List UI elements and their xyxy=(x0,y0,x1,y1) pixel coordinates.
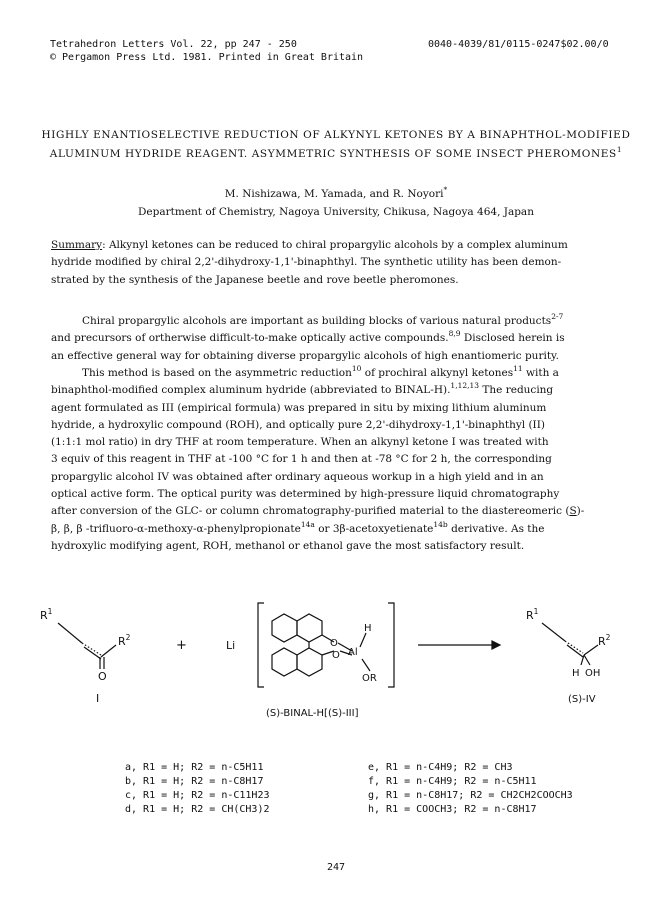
oxygen-2: O xyxy=(332,650,340,661)
substituent-list-left xyxy=(125,761,270,817)
para1-line-2: and precursors of ortherwise difficult-to-make optically active compounds. xyxy=(51,332,449,345)
substituent-g: g, R1 = n-C8H17; R2 = CH2CH2COOCH3 xyxy=(368,790,573,801)
bracket-right xyxy=(388,603,394,687)
oxygen-1: O xyxy=(330,638,338,649)
ref-8-9: 8,9 xyxy=(448,329,461,339)
paragraph-2 xyxy=(51,365,631,555)
ref-14b: 14b xyxy=(433,519,448,529)
article-code: 0040-4039/81/0115-0247$02.00/0 xyxy=(428,39,609,50)
product-oh: OH xyxy=(585,668,601,679)
substituent-a: a, R1 = H; R2 = n-C5H11 xyxy=(125,762,264,773)
product-r2: $R^2$ xyxy=(598,633,611,648)
journal-citation xyxy=(50,38,363,64)
ref-11: 11 xyxy=(513,364,523,373)
corresponding-mark: * xyxy=(443,185,448,194)
para1-line-3: an effective general way for obtaining diverse propargylic alcohols of high enantiomeric purity. xyxy=(51,349,559,362)
alkyne-bond-2 xyxy=(84,647,101,659)
alkyne-bond-1 xyxy=(82,643,101,655)
reaction-scheme xyxy=(0,585,672,735)
label-IV: (S)-IV xyxy=(568,694,596,705)
title-line-2 xyxy=(0,145,672,160)
para2-line-8: optical active form. The optical purity was determined by high-pressure liquid chromatography xyxy=(51,488,560,501)
product-bond-r1 xyxy=(542,623,565,641)
para2-line-7: propargylic alcohol IV was obtained after ordinary aqueous workup in a high yield and in an xyxy=(51,470,544,483)
substituent-b: b, R1 = H; R2 = n-C8H17 xyxy=(125,776,264,787)
para1-line-2b: Disclosed herein is xyxy=(460,332,565,345)
naphthyl-ring-1a xyxy=(272,614,297,642)
substituent-h: h, R1 = COOCH3; R2 = n-C8H17 xyxy=(368,804,537,815)
paragraph-1 xyxy=(51,313,631,365)
product-bond-oh xyxy=(584,655,590,665)
product-alkyne-1 xyxy=(565,641,583,653)
alkoxy: OR xyxy=(362,673,377,684)
page-number: 247 xyxy=(326,862,346,873)
para2-line-3: agent formulated as III (empirical formula) was prepared in situ by mixing lithium aluminum xyxy=(51,401,547,414)
author-names: M. Nishizawa, M. Yamada, and R. Noyori xyxy=(224,188,444,200)
ketone-oxygen: O xyxy=(98,670,107,683)
para2-line-1c: with a xyxy=(522,367,559,379)
bracket-left xyxy=(258,603,264,687)
para2-line-5: (1:1:1 mol ratio) in dry THF at room temperature. When an alkynyl ketone I was treated with xyxy=(51,436,549,449)
substituent-c: c, R1 = H; R2 = n-C11H23 xyxy=(125,790,270,801)
para2-line-1b: of prochiral alkynyl ketones xyxy=(361,367,514,379)
title-line-1: HIGHLY ENANTIOSELECTIVE REDUCTION OF ALKYNYL KETONES BY A BINAPHTHOL-MODIFIED xyxy=(41,129,631,141)
para2-line-10b: or 3β-acetoxyetienate xyxy=(314,522,434,535)
label-I: I xyxy=(96,692,100,705)
publisher-line: © Pergamon Press Ltd. 1981. Printed in Great Britain xyxy=(50,52,364,63)
summary xyxy=(51,237,631,289)
ref-10: 10 xyxy=(351,364,362,373)
para1-line-1: Chiral propargylic alcohols are important as building blocks of various natural products xyxy=(82,315,552,327)
para2-line-10c: derivative. As the xyxy=(447,522,545,535)
plus-sign: + xyxy=(176,638,187,653)
ketone-r2: $R^2$ xyxy=(118,633,131,648)
ref-14a: 14a xyxy=(300,519,315,529)
naphthyl-ring-2a xyxy=(272,648,297,676)
label-III: (S)-BINAL-H[(S)-III] xyxy=(266,708,359,719)
para2-line-9: after conversion of the GLC- or column chromatography-purified material to the diastereomeric ( xyxy=(51,505,570,518)
title-footnote-mark: 1 xyxy=(616,145,623,154)
substituent-list-right xyxy=(368,761,573,817)
para2-line-4: hydride, a hydroxylic compound (ROH), and optically pure 2,2'-dihydroxy-1,1'-binaphthyl (II) xyxy=(51,418,545,431)
journal-line: Tetrahedron Letters Vol. 22, pp 247 - 250 xyxy=(50,39,297,50)
ref-1-12-13: 1,12,13 xyxy=(450,381,480,391)
para2-line-2b: The reducing xyxy=(479,384,554,397)
config-s: S xyxy=(569,505,577,518)
summary-text-2: hydride modified by chiral 2,2'-dihydroxy-1,1'-binaphthyl. The synthetic utility has been demon- xyxy=(51,256,562,269)
ref-2-7: 2-7 xyxy=(551,312,564,321)
hydride: H xyxy=(364,623,372,634)
aluminum: Al xyxy=(348,647,358,658)
naphthyl-ring-1b xyxy=(297,614,322,642)
author-line xyxy=(0,185,672,200)
summary-text-3: strated by the synthesis of the Japanese beetle and rove beetle pheromones. xyxy=(51,273,459,286)
bond-al-h xyxy=(360,633,366,647)
title-line-2-text: ALUMINUM HYDRIDE REAGENT. ASYMMETRIC SYNTHESIS OF SOME INSECT PHEROMONES xyxy=(49,148,617,160)
substituent-f: f, R1 = n-C4H9; R2 = n-C5H11 xyxy=(368,776,537,787)
bond-r1-alkyne xyxy=(58,623,82,643)
para2-line-1: This method is based on the asymmetric reduction xyxy=(82,367,352,379)
affiliation: Department of Chemistry, Nagoya University, Chikusa, Nagoya 464, Japan xyxy=(138,206,534,218)
ketone-r1: $R^1$ xyxy=(40,607,53,622)
para2-line-11: hydroxylic modifying agent, ROH, methanol or ethanol gave the most satisfactory result. xyxy=(51,539,525,552)
summary-label: Summary xyxy=(51,239,103,251)
substituent-e: e, R1 = n-C4H9; R2 = CH3 xyxy=(368,762,513,773)
naphthyl-ring-2b xyxy=(297,648,322,676)
bond-carbonyl-r2 xyxy=(101,645,116,657)
para2-line-6: 3 equiv of this reagent in THF at -100 °C for 1 h and then at -78 °C for 2 h, the corresponding xyxy=(51,453,552,466)
lithium: Li xyxy=(226,639,236,652)
para2-line-10: β, β, β -trifluoro-α-methoxy-α-phenylpropionate xyxy=(51,522,301,535)
summary-text-1: : Alkynyl ketones can be reduced to chiral propargylic alcohols by a complex aluminum xyxy=(102,239,568,251)
para2-line-2: binaphthol-modified complex aluminum hydride (abbreviated to BINAL-H). xyxy=(51,384,451,397)
para2-line-9b: )- xyxy=(576,505,585,518)
bond-al-or xyxy=(362,659,370,671)
reaction-arrow-head xyxy=(492,641,500,649)
product-bond-r2 xyxy=(584,645,598,655)
product-h: H xyxy=(572,668,580,679)
substituent-d: d, R1 = H; R2 = CH(CH3)2 xyxy=(125,804,270,815)
product-r1: $R^1$ xyxy=(526,607,539,622)
